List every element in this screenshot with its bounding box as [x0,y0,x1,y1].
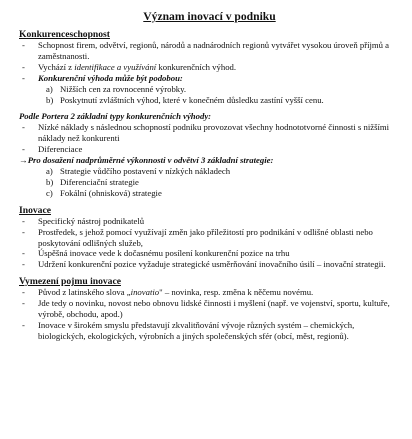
list-item: - Specifický nástroj podnikatelů [19,216,400,227]
arrow-icon: → [19,155,28,166]
heading-inovace: Inovace [19,204,51,216]
list-item: - Úspěšná inovace vede k dočasnému posílení konkurenční pozice na trhu [19,248,400,259]
list-konkurenceschopnost [19,40,400,84]
strategy-line: →Pro dosažení nadprůměrné výkonnosti v odvětví 3 základní strategie: [19,155,274,166]
list-inovace [19,216,400,271]
list-item: - Nízké náklady s následnou schopností podniku provozovat všechny hodnototvorné činnosti s nižšími náklady než konkurenti [19,122,400,144]
list-item: - Diferenciace [19,144,400,155]
list-item: - Původ z latinského slova „inovatio" – novinka, resp. změna k něčemu novému. [19,287,400,298]
list-item: - Konkurenční výhoda může být podobou: [19,73,400,84]
porter-intro: Podle Portera 2 základní typy konkurenčních výhody: [19,111,212,122]
sublist-konkurencni-vyhoda [19,84,400,106]
document-title: Význam inovací v podniku [143,10,276,23]
list-item: - Inovace v širokém smyslu představují zkvalitňování vývoje různých systém – chemických, biologických, ekologických, výrobních a jiných společenských sfér (obcí, měst, regionů). [19,320,400,342]
list-item: - Prostředek, s jehož pomocí využívají změn jako příležitostí pro podnikání v odlišné oblasti nebo poskytování odlišných služeb, [19,227,400,249]
sublist-item: b) Diferenciační strategie [46,176,139,187]
list-item: - Schopnost firem, odvětví, regionů, národů a nadnárodních regionů vytvářet vysokou úroveň příjmů a zaměstnanosti. [19,40,400,62]
list-porter [19,122,400,155]
heading-konkurenceschopnost: Konkurenceschopnost [19,29,110,40]
list-vymezeni [19,287,400,342]
list-item: - Jde tedy o novinku, novost nebo obnovu lidské činnosti i myšlení (např. ve vojenství, sportu, kultuře, výrobě, obchodu, apod.) [19,298,400,320]
list-item: - Udržení konkurenční pozice vyžaduje strategické usměrňování inovačního úsilí – inovační strategii. [19,259,400,270]
sublist-strategie [19,166,400,199]
heading-vymezeni-pojmu: Vymezení pojmu inovace [19,276,121,288]
sublist-item: a) Nižších cen za rovnocenné výrobky. [46,83,187,94]
list-item: - Vychází z identifikace a využívání konkurenčních výhod. [19,62,400,73]
sublist-item: a) Strategie vůdčího postavení v nízkých nákladech [46,165,231,176]
sublist-item: b) Poskytnutí zvláštních výhod, které v konečném důsledku zastíní vyšší cenu. [46,94,324,105]
sublist-item: c) Fokální (ohnisková) strategie [46,187,162,198]
